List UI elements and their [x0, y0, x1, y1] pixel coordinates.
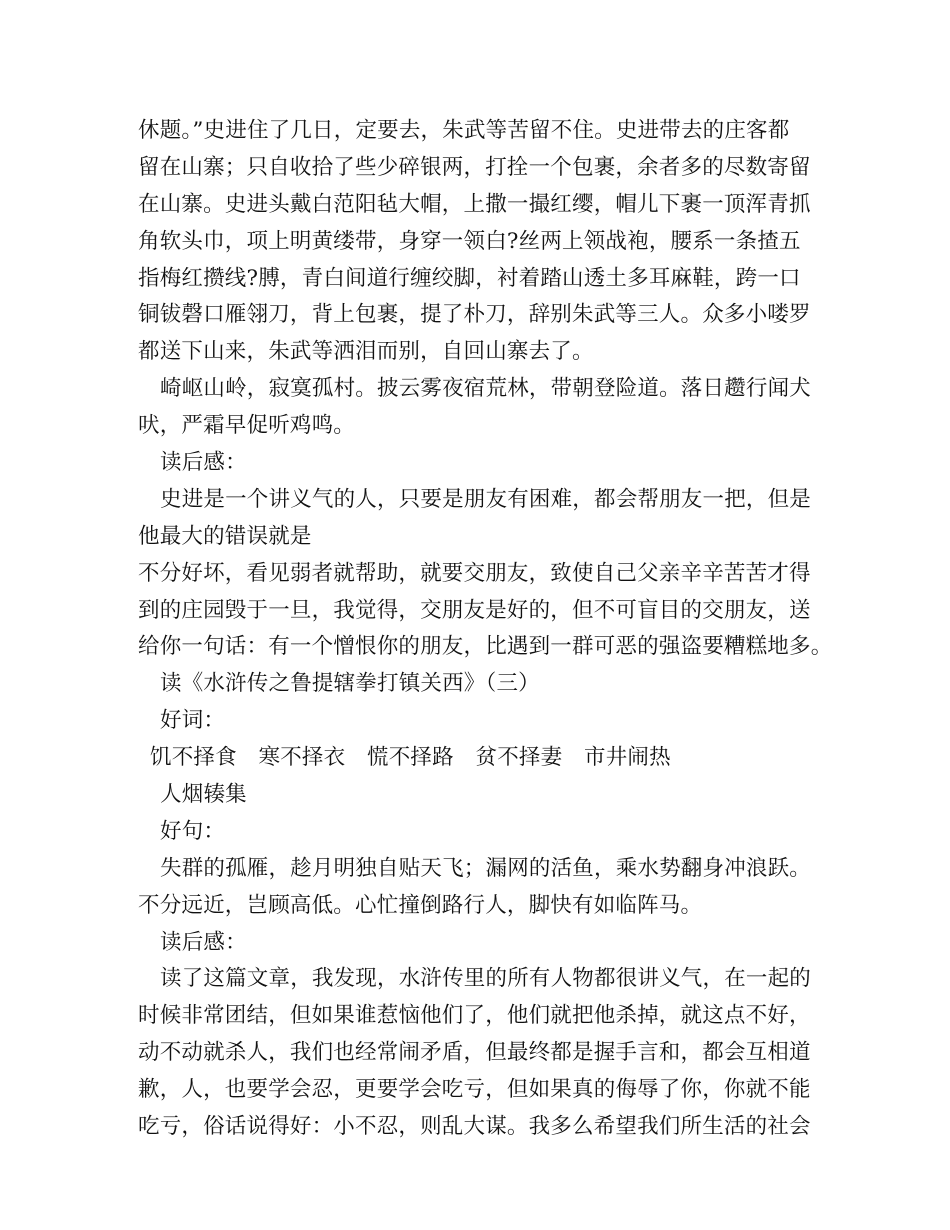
section-heading: 读后感： — [160, 450, 247, 476]
text-line: 都送下山来，朱武等洒泪而别，自回山寨去了。 — [138, 339, 594, 365]
text-line: 休题。”史进住了几日，定要去，朱武等苦留不住。史进带去的庄客都 — [138, 118, 790, 143]
chapter-title: 读《水浒传之鲁提辖拳打镇关西》（三） — [160, 671, 540, 697]
vocab-line: 饥不择食 寒不择衣 慌不择路 贫不择妻 市井闹热 — [150, 745, 671, 771]
document-page — [138, 113, 833, 1146]
section-heading: 好句： — [160, 818, 226, 844]
poem-line: 崎岖山岭，寂寞孤村。披云雾夜宿荒林，带朝登险道。落日趱行闻犬 — [160, 376, 812, 402]
text-line: 到的庄园毁于一旦，我觉得，交朋友是好的，但不可盲目的交朋友，送 — [138, 597, 811, 623]
text-line: 铜钹磬口雁翎刀，背上包裹，提了朴刀，辞别朱武等三人。众多小喽罗 — [138, 302, 811, 328]
text-line: 歉，人，也要学会忍，更要学会吃亏，但如果真的侮辱了你，你就不能 — [138, 1077, 811, 1103]
text-line: 角软头巾，项上明黄缕带，身穿一领白?丝两上领战袍，腰系一条揸五 — [138, 228, 801, 254]
text-line: 留在山寨；只自收拾了些少碎银两，打拴一个包裹，余者多的尽数寄留 — [138, 154, 811, 180]
text-line: 在山寨。史进头戴白范阳毡大帽，上撒一撮红缨，帽儿下裹一顶浑青抓 — [138, 191, 811, 217]
text-line: 吃亏，俗话说得好：小不忍，则乱大谋。我多么希望我们所生活的社会 — [138, 1114, 811, 1140]
text-line: 失群的孤雁，趁月明独自贴天飞；漏网的活鱼，乘水势翻身冲浪跃。 — [160, 855, 812, 881]
text-line: 史进是一个讲义气的人，只要是朋友有困难，都会帮朋友一把，但是 — [160, 486, 812, 512]
text-line: 指梅红攒线?膊，青白间道行缠绞脚，衬着踏山透土多耳麻鞋，跨一口 — [138, 265, 801, 291]
text-line: 时候非常团结，但如果谁惹恼他们了，他们就把他杀掉，就这点不好， — [138, 1003, 811, 1029]
text-line: 读了这篇文章，我发现，水浒传里的所有人物都很讲义气，在一起的 — [160, 966, 812, 992]
text-line: 不分好坏，看见弱者就帮助，就要交朋友，致使自己父亲辛辛苦苦才得 — [138, 560, 811, 586]
poem-line: 吠，严霜早促听鸡鸣。 — [138, 413, 356, 439]
text-line: 给你一句话：有一个憎恨你的朋友，比遇到一群可恶的强盗要糟糕地多。 — [138, 634, 833, 660]
text-line: 不分远近，岂顾高低。心忙撞倒路行人，脚快有如临阵马。 — [138, 892, 703, 918]
text-line: 他最大的错误就是 — [138, 523, 312, 549]
vocab-line: 人烟辏集 — [160, 782, 247, 808]
text-line: 动不动就杀人，我们也经常闹矛盾，但最终都是握手言和，都会互相道 — [138, 1040, 811, 1066]
section-heading: 读后感： — [160, 929, 247, 955]
section-heading: 好词： — [160, 708, 226, 734]
